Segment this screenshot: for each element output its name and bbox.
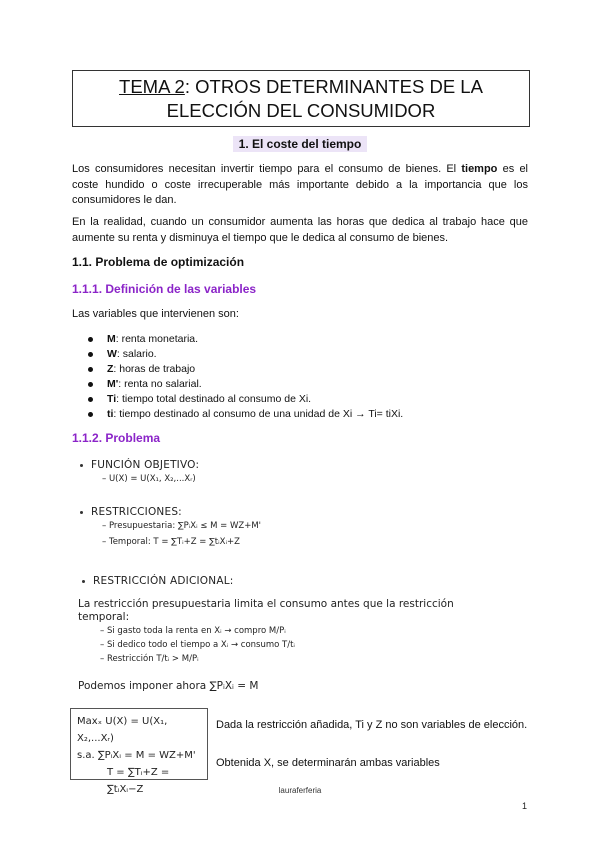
subsection-heading: 1.1. Problema de optimización [72,255,245,269]
variable-desc: : tiempo total destinado al consumo de Xi. [116,393,312,405]
additional-text: La restricción presupuestaria limita el consumo antes que la restricción temporal: [78,598,454,623]
section-heading [0,135,600,153]
variable-desc: : renta monetaria. [115,333,199,345]
list-item [87,347,403,362]
title-line-2: ELECCIÓN DEL CONSUMIDOR [166,100,436,121]
variable-desc: : salario. [116,348,157,360]
footer-author: lauraferferia [278,786,322,795]
variable-name: M [107,333,116,345]
additional-heading: RESTRICCIÓN ADICIONAL: [82,575,234,587]
problem-heading: 1.1.2. Problema [72,431,161,445]
paragraph-1-bold: tiempo [461,163,498,175]
list-item [87,332,403,347]
additional-sub-3: – Restricción T/tᵢ > M/Pᵢ [78,652,498,666]
list-item [87,392,403,407]
additional-sub-2: – Si dedico todo el tiempo a Xᵢ → consumo T/tᵢ [78,638,498,652]
list-item [87,407,403,422]
impose-line: Podemos imponer ahora ∑PᵢXᵢ = M [78,680,259,692]
model-line-3: T = ∑Tᵢ+Z = ∑tᵢXᵢ−Z [107,767,170,795]
paragraph-1-start: Los consumidores necesitan invertir tiempo para el consumo de bienes. El [72,163,462,175]
side-text-1: Dada la restricción añadida, Ti y Z no son variables de elección. [216,719,528,731]
document-title [72,70,530,127]
variable-desc: : tiempo destinado al consumo de una unidad de Xi → Ti= tiXi. [113,408,404,420]
variable-name: Z [107,363,114,375]
list-item [87,377,403,392]
variable-name: ti [107,408,114,420]
paragraph-1 [72,162,528,209]
objective-function: – U(X) = U(X₁, X₂,...Xᵣ) [80,471,199,487]
model-line-1: Maxₓ U(X) = U(X₁, X₂,...Xᵣ) [77,716,168,744]
variables-heading: 1.1.1. Definición de las variables [72,282,257,296]
temporal-restriction: – Temporal: T = ∑Tᵢ+Z = ∑tᵢXᵢ+Z [80,534,261,550]
additional-sub-1: – Si gasto toda la renta en Xᵢ → compro M/Pᵢ [78,624,498,638]
variable-desc: : horas de trabajo [113,363,196,375]
objective-block [80,459,199,487]
paragraph-1-end: es el coste hundido o coste irrecuperable más importante debido a la importancia que los consumidores le dan. [72,163,529,206]
additional-explanation [78,598,498,666]
title-line-1 [73,75,529,99]
paragraph-2: En la realidad, cuando un consumidor aumenta las horas que dedica al trabajo hace que aumente su renta y disminuya el tiempo que le dedica al consumo de bienes. [72,216,528,244]
variable-name: W [107,348,117,360]
side-text-2: Obtenida X, se determinarán ambas variables [216,757,440,769]
page-number: 1 [522,801,528,811]
variable-name: Ti [107,393,117,405]
list-item [87,362,403,377]
variables-intro: Las variables que intervienen son: [72,308,239,320]
budget-restriction: – Presupuestaria: ∑PᵢXᵢ ≤ M = WZ+M' [80,518,261,534]
additional-restriction-block [82,575,234,587]
variable-name: M' [107,378,119,390]
title-prefix: TEMA 2 [119,76,185,97]
restrictions-heading: RESTRICCIONES: [80,506,261,518]
section-heading-text: 1. El coste del tiempo [233,136,368,152]
objective-heading: FUNCIÓN OBJETIVO: [80,459,199,471]
variables-list [87,332,403,422]
restrictions-block [80,506,261,550]
optimization-model-box [70,708,208,795]
variable-desc: : renta no salarial. [118,378,202,390]
title-line1-rest: : OTROS DETERMINANTES DE LA [184,76,483,97]
model-line-2: s.a. ∑PᵢXᵢ = M = WZ+M' [77,750,196,761]
